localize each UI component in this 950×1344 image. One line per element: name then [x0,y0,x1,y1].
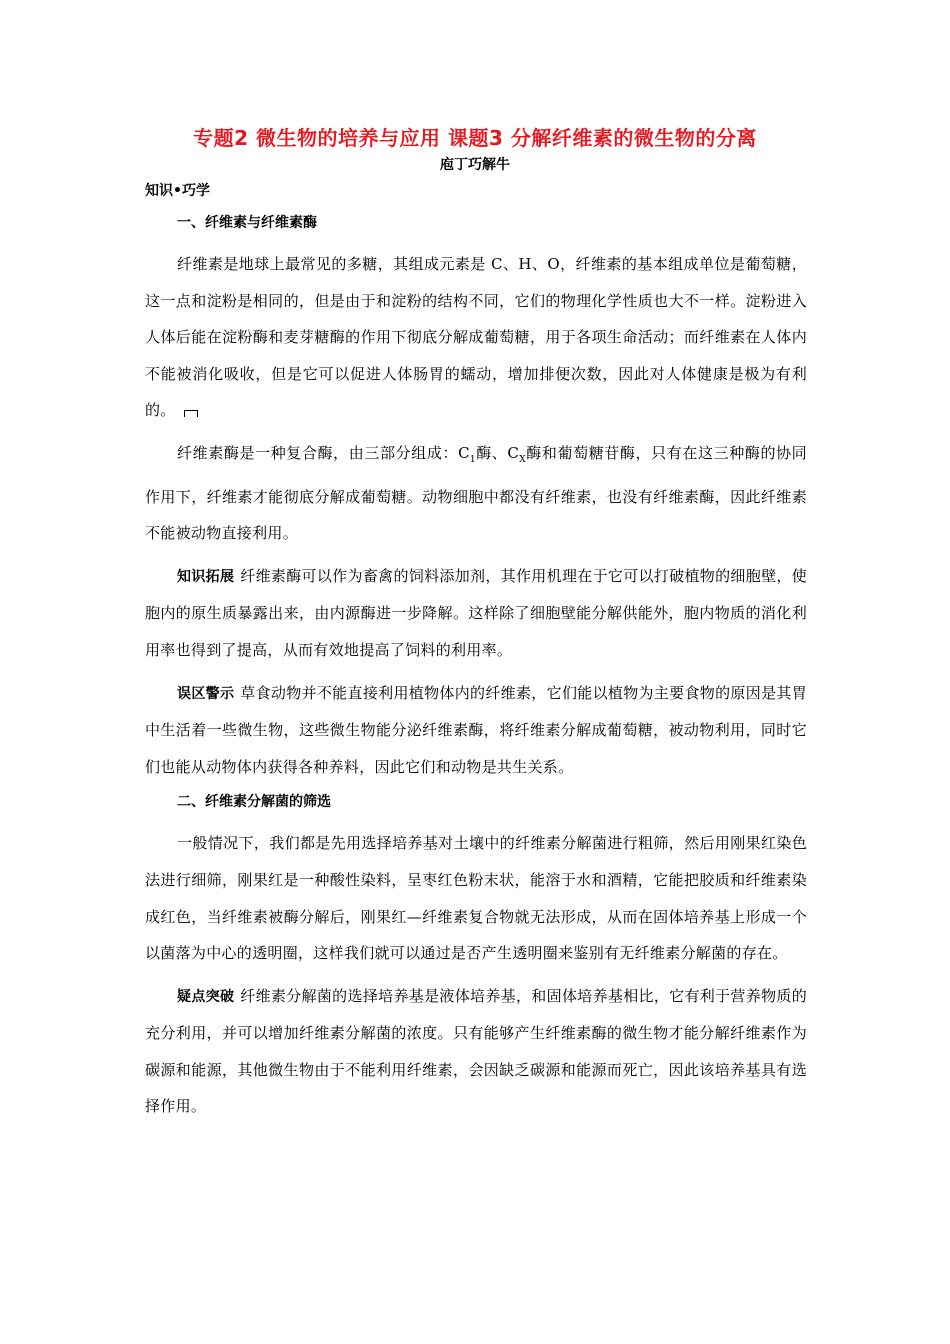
knowledge-extension-text: 纤维素酶可以作为畜禽的饲料添加剂，其作用机理在于它可以打破植物的细胞壁，使胞内的原生质暴露出来，由内源酶进一步降解。这样除了细胞壁能分解供能外，胞内物质的消化利用率也得到了提高，从而有效地提高了饲料的利用率。 [145,566,808,659]
p2-subscript-1: 1 [469,454,476,465]
section1-paragraph-2 [145,435,807,552]
section2-paragraph-1: 一般情况下，我们都是先用选择培养基对土壤中的纤维素分解菌进行粗筛，然后用刚果红染色法进行细筛，刚果红是一种酸性染料，呈枣红色粉末状，能溶于水和酒精，它能把胶质和纤维素染成红色，当纤维素被酶分解后，刚果红—纤维素复合物就无法形成，从而在固体培养基上形成一个以菌落为中心的透明圈，这样我们就可以通过是否产生透明圈来鉴别有无纤维素分解菌的存在。 [145,834,807,963]
misconception-warning-paragraph [145,675,807,786]
p2-part-c: 酶和葡萄糖苷酶，只有在这三种酶的协同作用下，纤维素才能彻底分解成葡萄糖。动物细胞中都没有纤维素，也没有纤维素酶，因此纤维素不能被动物直接利用。 [145,443,807,543]
section1-paragraph-1 [145,246,807,429]
difficulty-breakthrough-paragraph [145,978,807,1125]
section1-paragraph-1-text: 纤维素是地球上最常见的多糖，其组成元素是 C、H、O，纤维素的基本组成单位是葡萄糖，这一点和淀粉是相同的，但是由于和淀粉的结构不同，它们的物理化学性质也大不一样。淀粉进入人体后能在淀粉酶和麦芽糖酶的作用下彻底分解成葡萄糖，用于各项生命活动；而纤维素在人体内不能被消化吸收，但是它可以促进人体肠胃的蠕动，增加排便次数，因此对人体健康是极为有利的。 [145,255,807,420]
section2-heading: 二、纤维素分解菌的筛选 [177,794,331,811]
p2-part-b: 酶、C [475,443,520,462]
misconception-warning-text: 草食动物并不能直接利用植物体内的纤维素，它们能以植物为主要食物的原因是其胃中生活着一些微生物，这些微生物能分泌纤维素酶，将纤维素分解成葡萄糖，被动物利用，同时它们也能从动物体内获得各种养料，因此它们和动物是共生关系。 [145,683,808,776]
difficulty-breakthrough-text: 纤维素分解菌的选择培养基是液体培养基，和固体培养基相比，它有利于营养物质的充分利用，并可以增加纤维素分解菌的浓度。只有能够产生纤维素酶的微生物才能分解纤维素作为碳源和能源，其他微生物由于不能利用纤维素，会因缺乏碳源和能源而死亡，因此该培养基具有选择作用。 [145,986,808,1116]
misconception-warning-tag: 误区警示 [177,685,235,702]
section1-heading: 一、纤维素与纤维素酶 [177,215,317,231]
anchor-mark-icon [184,410,198,417]
p2-part-a: 纤维素酶是一种复合酶，由三部分组成：C [177,443,470,462]
document-subtitle: 庖丁巧解牛 [440,157,510,173]
document-title: 专题2 微生物的培养与应用 课题3 分解纤维素的微生物的分离 [193,126,757,150]
document-body [145,212,807,1131]
knowledge-extension-paragraph [145,558,807,669]
section-label: 知识•巧学 [145,183,210,199]
knowledge-extension-tag: 知识拓展 [177,568,235,585]
difficulty-breakthrough-tag: 疑点突破 [177,988,235,1005]
p2-subscript-x: X [519,454,526,465]
